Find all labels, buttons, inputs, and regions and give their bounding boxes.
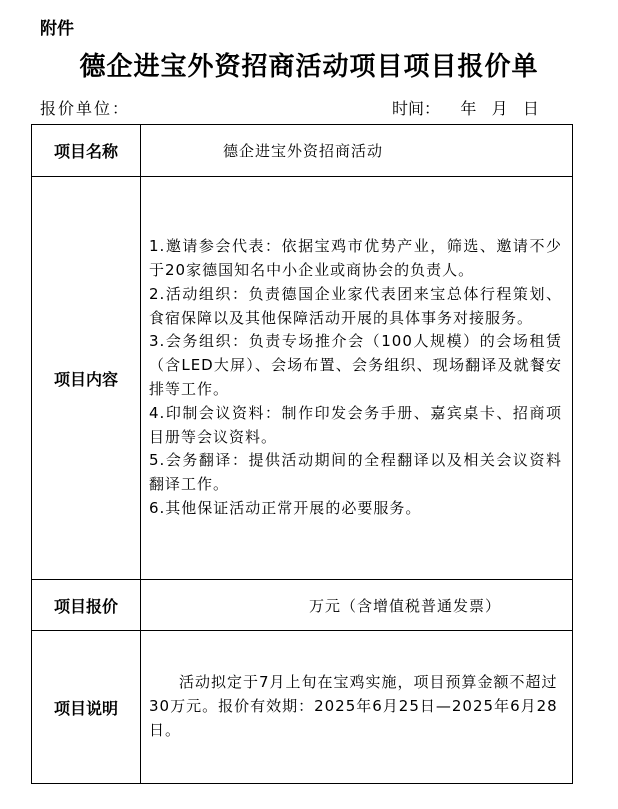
project-name-label: 项目名称 xyxy=(32,125,141,177)
project-price-label: 项目报价 xyxy=(32,580,141,631)
page-title: 德企进宝外资招商活动项目项目报价单 xyxy=(79,52,539,82)
attachment-label: 附件 xyxy=(40,19,74,39)
project-content-row xyxy=(32,177,573,580)
content-item-5: 5.会务翻译：提供活动期间的全程翻译以及相关会议资料翻译工作。 xyxy=(149,451,562,494)
content-item-6: 6.其他保证活动正常开展的必要服务。 xyxy=(149,498,422,517)
project-note-row xyxy=(32,631,573,784)
content-item-1: 1.邀请参会代表：依据宝鸡市优势产业，筛选、邀请不少于20家德国知名中小企业或商协会的负责人。 xyxy=(149,237,562,280)
project-content-label: 项目内容 xyxy=(32,177,141,580)
project-note-cell xyxy=(141,631,573,784)
quote-unit-label: 报价单位： xyxy=(40,99,131,118)
quote-form-table xyxy=(31,124,573,784)
project-name-row xyxy=(32,125,573,177)
content-item-4: 4.印制会议资料：制作印发会务手册、嘉宾桌卡、招商项目册等会议资料。 xyxy=(149,403,562,446)
time-label: 时间： 年 月 日 xyxy=(392,99,539,118)
content-item-3: 3.会务组织：负责专场推介会（100人规模）的会场租赁（含LED大屏）、会场布置、会务组织、现场翻译及就餐安排等工作。 xyxy=(149,332,562,398)
project-content-cell xyxy=(141,177,573,580)
project-name-value: 德企进宝外资招商活动 xyxy=(141,125,573,177)
project-note-label: 项目说明 xyxy=(32,631,141,784)
project-note-value: 活动拟定于7月上旬在宝鸡实施，项目预算金额不超过30万元。报价有效期：2025年6月25日—2025年6月28日。 xyxy=(149,673,558,739)
project-price-value: 万元（含增值税普通发票） xyxy=(141,580,573,631)
project-price-row xyxy=(32,580,573,631)
content-item-2: 2.活动组织：负责德国企业家代表团来宝总体行程策划、食宿保障以及其他保障活动开展的具体事务对接服务。 xyxy=(149,284,562,327)
